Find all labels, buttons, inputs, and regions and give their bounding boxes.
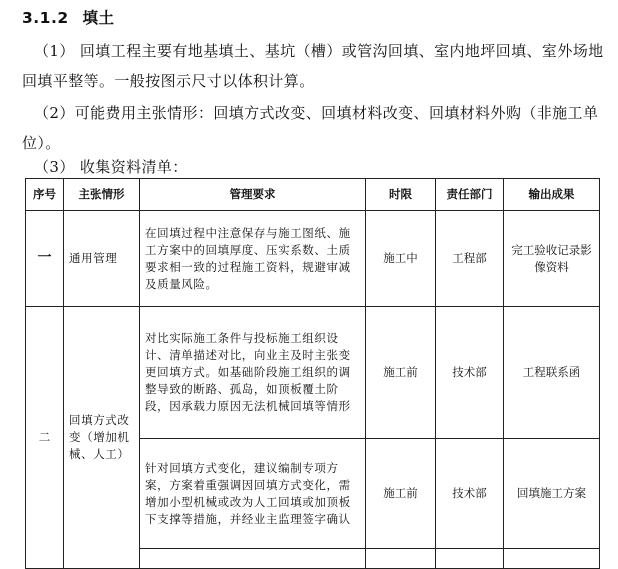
materials-table <box>25 178 600 569</box>
row-claim: 通用管理 <box>64 211 140 307</box>
header-department: 责任部门 <box>436 179 504 211</box>
header-output: 输出成果 <box>504 179 600 211</box>
header-requirement: 管理要求 <box>140 179 366 211</box>
table-header-row <box>26 179 600 211</box>
row-deadline: 施工中 <box>366 211 436 307</box>
paragraph-claim-scenarios: （2）可能费用主张情形：回填方式改变、回填材料改变、回填材料外购（非施工单位）。 <box>22 104 599 152</box>
row-output: 工程联系函 <box>504 307 600 439</box>
row-department: 技术部 <box>436 439 504 549</box>
row-requirement: 对比实际施工条件与投标施工组织设计、清单描述对比，向业主及时主张变更回填方式。如基础阶段施工组织的调整导致的断路、孤岛，如顶板覆土阶段，因承载力原因无法机械回填等情形 <box>140 307 366 439</box>
section-number: 3.1.2 <box>22 9 69 27</box>
header-seq: 序号 <box>26 179 64 211</box>
row-claim: 回填方式改变（增加机械、人工） <box>64 307 140 569</box>
row-department: 技术部 <box>436 307 504 439</box>
row-output: 完工验收记录影像资料 <box>504 211 600 307</box>
row-seq: 一 <box>26 211 64 307</box>
table-row <box>26 211 600 307</box>
row-seq: 二 <box>26 307 64 569</box>
row-requirement: 在回填过程中注意保存与施工图纸、施工方案中的回填厚度、压实系数、土质要求相一致的过程施工资料，规避审减及质量风险。 <box>140 211 366 307</box>
header-claim: 主张情形 <box>64 179 140 211</box>
paragraph-backfill-scope: （1） 回填工程主要有地基填土、基坑（槽）或管沟回填、室内地坪回填、室外场地回填平整等。一般按图示尺寸以体积计算。 <box>22 42 604 90</box>
table-row <box>26 307 600 439</box>
header-deadline: 时限 <box>366 179 436 211</box>
section-title: 填土 <box>82 9 115 27</box>
row-deadline: 施工前 <box>366 307 436 439</box>
row-output: 回填施工方案 <box>504 439 600 549</box>
row-requirement: 针对回填方式变化，建议编制专项方案，方案着重强调因回填方式变化，需增加小型机械或改为人工回填或加顶板下支撑等措施，并经业主监理签字确认 <box>140 439 366 549</box>
paragraph-materials-list: （3） 收集资料清单： <box>34 158 188 176</box>
row-department: 工程部 <box>436 211 504 307</box>
section-heading <box>22 6 115 28</box>
row-deadline: 施工前 <box>366 439 436 549</box>
